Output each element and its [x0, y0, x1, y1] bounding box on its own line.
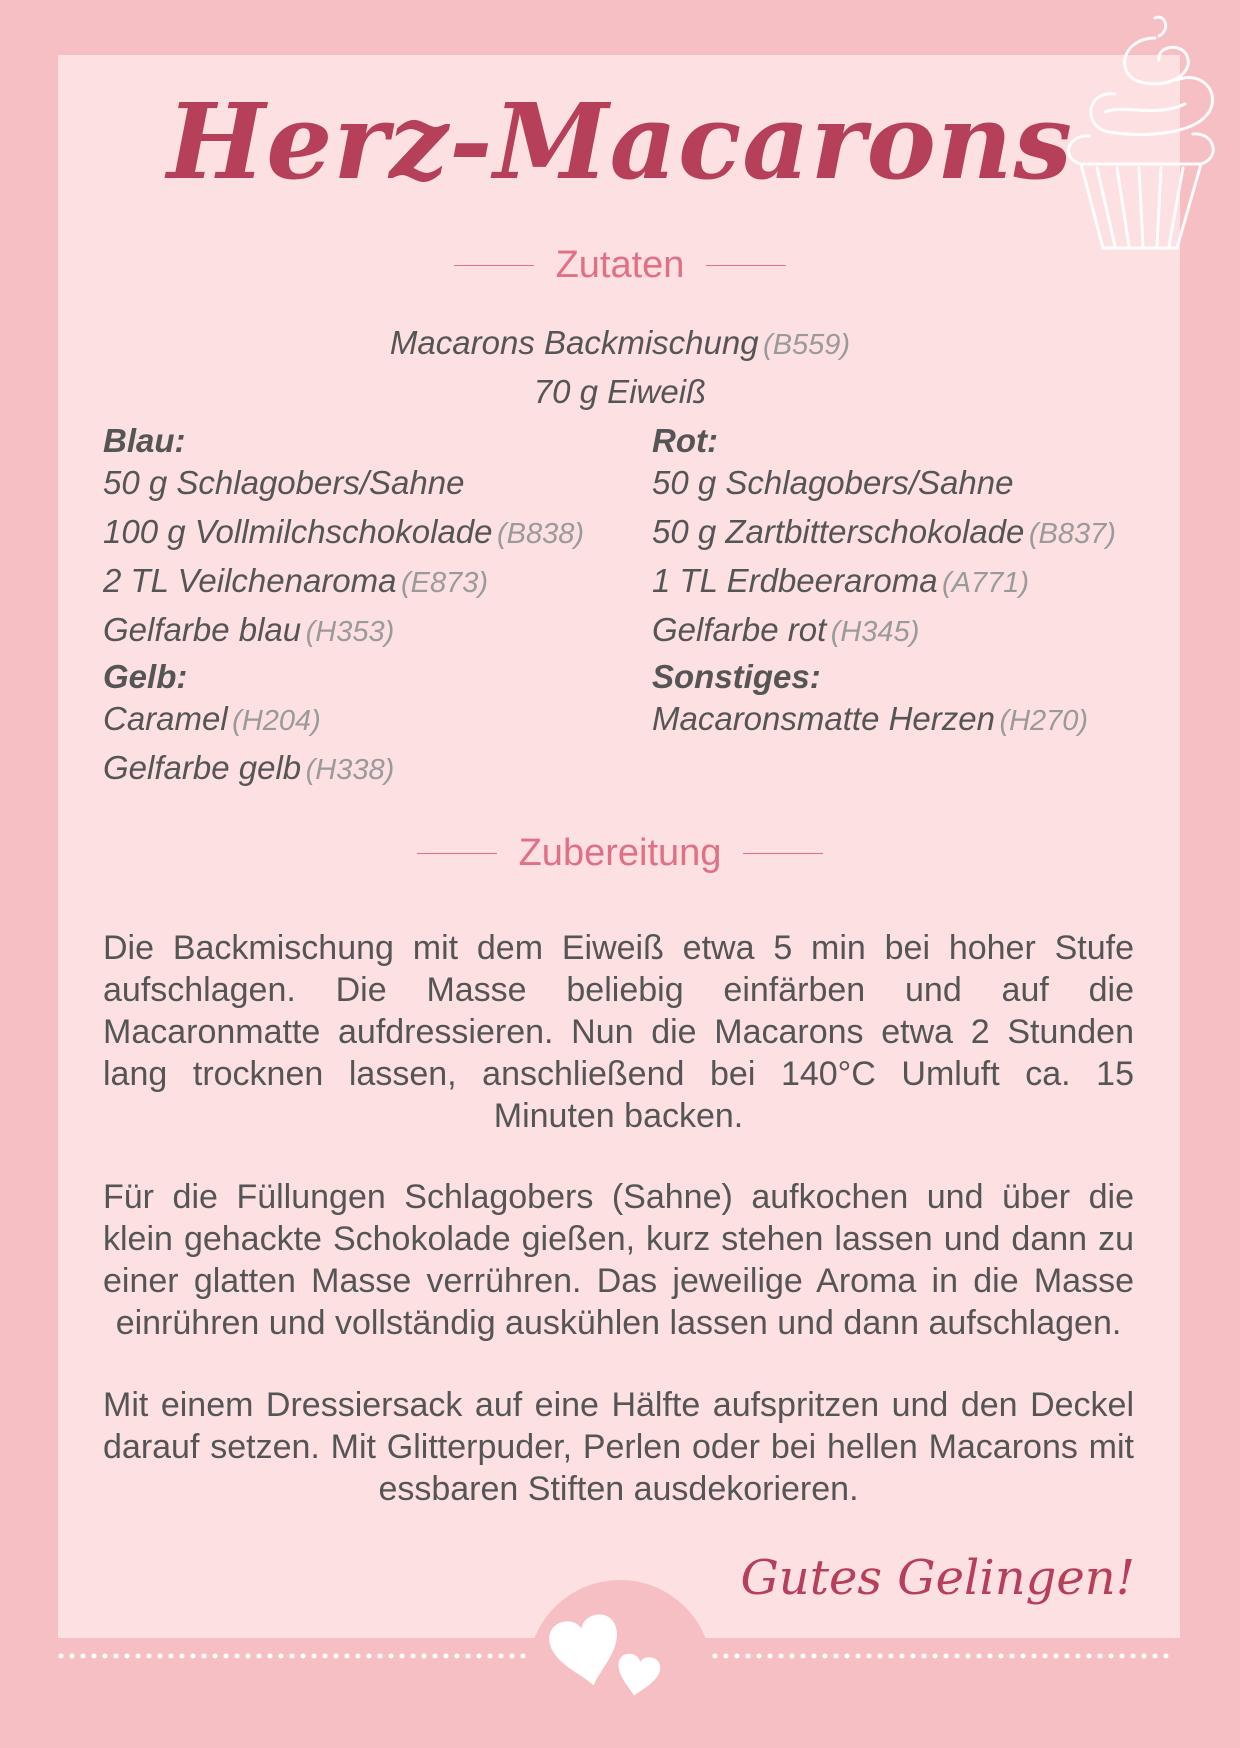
- base-ingredients: [0, 322, 1240, 420]
- ingredient-text: Gelfarbe gelb: [103, 749, 302, 786]
- product-code: (B837): [1028, 518, 1116, 550]
- ingredient-line: [652, 609, 1116, 658]
- product-code: (B838): [496, 518, 585, 550]
- ingredient-line: [0, 371, 1240, 420]
- ingredient-text: 100 g Vollmilchschokolade: [103, 513, 493, 550]
- ingredient-text: Gelfarbe rot: [652, 611, 827, 648]
- ingredient-line: [0, 322, 1240, 371]
- ingredient-line: [103, 511, 584, 560]
- group-heading: Rot:: [652, 422, 718, 459]
- divider-line: [706, 265, 786, 267]
- product-code: (H353): [305, 616, 395, 648]
- ingredient-line: [652, 462, 1116, 511]
- ingredient-text: 70 g Eiweiß: [533, 373, 707, 410]
- heart-badge: [528, 1580, 712, 1700]
- recipe-title: Herz-Macarons: [167, 80, 1073, 203]
- group-heading: Gelb:: [103, 658, 188, 695]
- ingredients-heading-label: Zutaten: [555, 244, 685, 286]
- dotted-border: [58, 1653, 528, 1659]
- product-code: (H345): [830, 616, 920, 648]
- ingredient-text: Macarons Backmischung: [389, 324, 759, 361]
- divider-line: [417, 853, 497, 855]
- preparation-paragraph: Die Backmischung mit dem Eiweiß etwa 5 min bei hoher Stufe aufschlagen. Die Masse beliebig einfärben und auf die Macaronmatte aufdressieren. Nun die Macarons etwa 2 Stunden lang trocknen lassen, anschließend bei 140°C Umluft ca. 15 Minuten backen.: [103, 929, 1134, 1135]
- dotted-border: [712, 1653, 1180, 1659]
- ingredient-text: 50 g Schlagobers/Sahne: [103, 464, 465, 501]
- divider-line: [743, 853, 823, 855]
- group-heading: Blau:: [103, 422, 186, 459]
- ingredient-line: [652, 698, 1088, 747]
- ingredient-line: [652, 560, 1116, 609]
- product-code: (A771): [942, 567, 1030, 599]
- product-code: (H270): [999, 705, 1089, 737]
- preparation-heading: [0, 832, 1240, 875]
- ingredients-heading: [0, 244, 1240, 287]
- ingredient-text: Macaronsmatte Herzen: [652, 700, 995, 737]
- preparation-paragraph: Für die Füllungen Schlagobers (Sahne) aufkochen und über die klein gehackte Schokolade gießen, kurz stehen lassen und dann zu einer glatten Masse verrühren. Das jeweilige Aroma in die Masse einrühren und vollständig auskühlen lassen und dann aufschlagen.: [103, 1178, 1134, 1342]
- divider-line: [454, 265, 534, 267]
- ingredient-text: Gelfarbe blau: [103, 611, 302, 648]
- closing-text: Gutes Gelingen!: [740, 1550, 1135, 1606]
- group-blau: [103, 420, 584, 658]
- product-code: (E873): [400, 567, 489, 599]
- group-gelb: [103, 656, 394, 796]
- ingredient-line: [103, 747, 394, 796]
- group-sonstiges: [652, 656, 1088, 747]
- ingredient-line: [103, 609, 584, 658]
- group-heading: Sonstiges:: [652, 658, 821, 695]
- ingredient-text: 50 g Schlagobers/Sahne: [652, 464, 1014, 501]
- ingredient-text: Caramel: [103, 700, 228, 737]
- preparation-heading-label: Zubereitung: [518, 832, 722, 874]
- product-code: (B559): [763, 329, 851, 361]
- ingredient-line: [103, 462, 584, 511]
- ingredient-line: [103, 560, 584, 609]
- group-rot: [652, 420, 1116, 658]
- ingredient-line: [103, 698, 394, 747]
- product-code: (H204): [232, 705, 321, 737]
- ingredient-text: 2 TL Veilchenaroma: [103, 562, 397, 599]
- ingredient-text: 50 g Zartbitterschokolade: [652, 513, 1025, 550]
- product-code: (H338): [305, 754, 395, 786]
- preparation-paragraph: Mit einem Dressiersack auf eine Hälfte aufspritzen und den Deckel darauf setzen. Mit Glitterpuder, Perlen oder bei hellen Macarons mit essbaren Stiften ausdekorieren.: [103, 1386, 1134, 1508]
- ingredient-text: 1 TL Erdbeeraroma: [652, 562, 938, 599]
- ingredient-line: [652, 511, 1116, 560]
